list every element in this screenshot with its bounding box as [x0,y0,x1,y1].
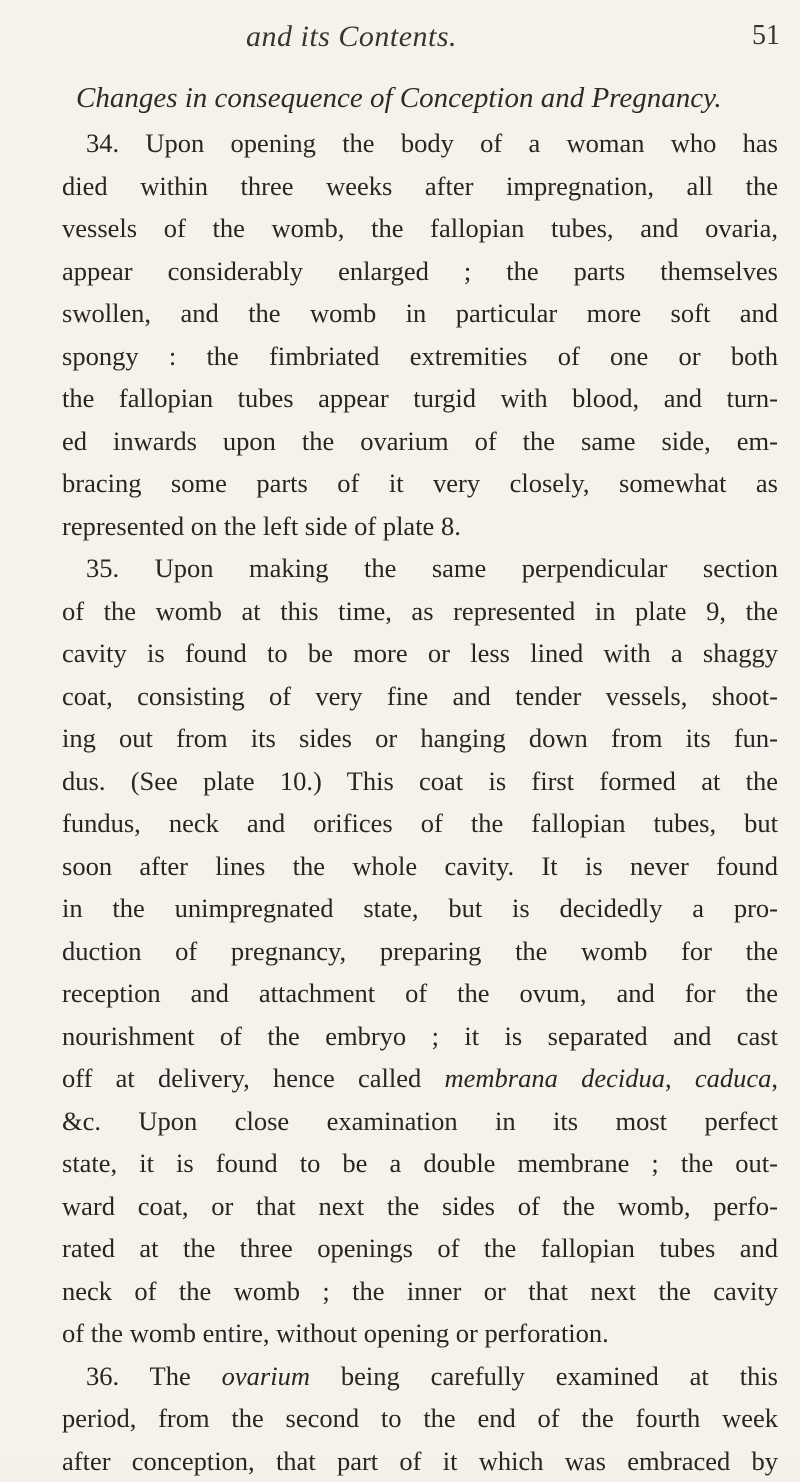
text-line [62,1397,778,1440]
text-segment: fundus, neck and orifices of the fallopian tubes, but [62,808,778,838]
text-segment: 36. The [86,1361,222,1391]
text-line [62,420,778,463]
text-line [62,972,778,1015]
text-line [62,802,778,845]
text-line [62,1440,778,1482]
text-segment: , [771,1063,778,1093]
text-segment: reception and attachment of the ovum, and for the [62,978,778,1008]
running-title: and its Contents. [246,20,457,54]
text-line [62,505,778,548]
text-line [62,292,778,335]
text-segment: 34. Upon opening the body of a woman who has [86,128,778,158]
text-segment: vessels of the womb, the fallopian tubes, and ovaria, [62,213,778,243]
text-segment: of the womb entire, without opening or perforation. [62,1318,609,1348]
text-segment: the fallopian tubes appear turgid with blood, and turn- [62,383,778,413]
text-segment: ed inwards upon the ovarium of the same side, em- [62,426,778,456]
text-line [62,1227,778,1270]
text-line [62,1270,778,1313]
text-segment: nourishment of the embryo ; it is separated and cast [62,1021,778,1051]
text-line [62,675,778,718]
text-segment: state, it is found to be a double membrane ; the out- [62,1148,778,1178]
text-segment: , [665,1063,695,1093]
text-segment: &c. Upon close examination in its most perfect [62,1106,778,1136]
text-segment: duction of pregnancy, preparing the womb for the [62,936,778,966]
text-line [62,547,778,590]
text-segment: soon after lines the whole cavity. It is never found [62,851,778,881]
text-line [62,207,778,250]
text-segment: period, from the second to the end of the fourth week [62,1403,778,1433]
text-line [62,632,778,675]
italic-text: membrana decidua [445,1063,665,1093]
text-line [62,760,778,803]
text-line [62,717,778,760]
text-segment: ing out from its sides or hanging down from its fun- [62,723,778,753]
text-segment: neck of the womb ; the inner or that next the cavity [62,1276,778,1306]
text-segment: swollen, and the womb in particular more soft and [62,298,778,328]
italic-text: caduca [695,1063,772,1093]
text-segment: represented on the left side of plate 8. [62,511,461,541]
text-line [62,845,778,888]
text-line [62,1015,778,1058]
text-line [62,1057,778,1100]
text-line [62,377,778,420]
text-segment: ward coat, or that next the sides of the womb, perfo- [62,1191,778,1221]
text-segment: cavity is found to be more or less lined with a shaggy [62,638,778,668]
text-segment: being carefully examined at this [310,1361,778,1391]
text-segment: off at delivery, hence called [62,1063,445,1093]
text-line [62,590,778,633]
section-heading: Changes in consequence of Conception and Pregnancy. [76,82,776,115]
page-number: 51 [752,20,780,52]
text-segment: in the unimpregnated state, but is decidedly a pro- [62,893,778,923]
text-segment: 35. Upon making the same perpendicular section [86,553,778,583]
text-segment: died within three weeks after impregnation, all the [62,171,778,201]
text-segment: bracing some parts of it very closely, somewhat as [62,468,778,498]
text-line [62,462,778,505]
text-segment: appear considerably enlarged ; the parts themselves [62,256,778,286]
text-segment: after conception, that part of it which was embraced by [62,1446,778,1476]
text-line [62,122,778,165]
text-segment: coat, consisting of very fine and tender vessels, shoot- [62,681,778,711]
text-line [62,1142,778,1185]
text-segment: dus. (See plate 10.) This coat is first formed at the [62,766,778,796]
text-line [62,887,778,930]
text-segment: rated at the three openings of the fallopian tubes and [62,1233,778,1263]
text-line [62,250,778,293]
text-line [62,930,778,973]
text-line [62,1312,778,1355]
text-segment: spongy : the fimbriated extremities of one or both [62,341,778,371]
text-segment: of the womb at this time, as represented in plate 9, the [62,596,778,626]
text-line [62,335,778,378]
running-head [0,14,800,54]
text-line [62,1185,778,1228]
italic-text: ovarium [222,1361,310,1391]
body-text [62,122,778,1482]
text-line [62,165,778,208]
text-line [62,1355,778,1398]
text-line [62,1100,778,1143]
